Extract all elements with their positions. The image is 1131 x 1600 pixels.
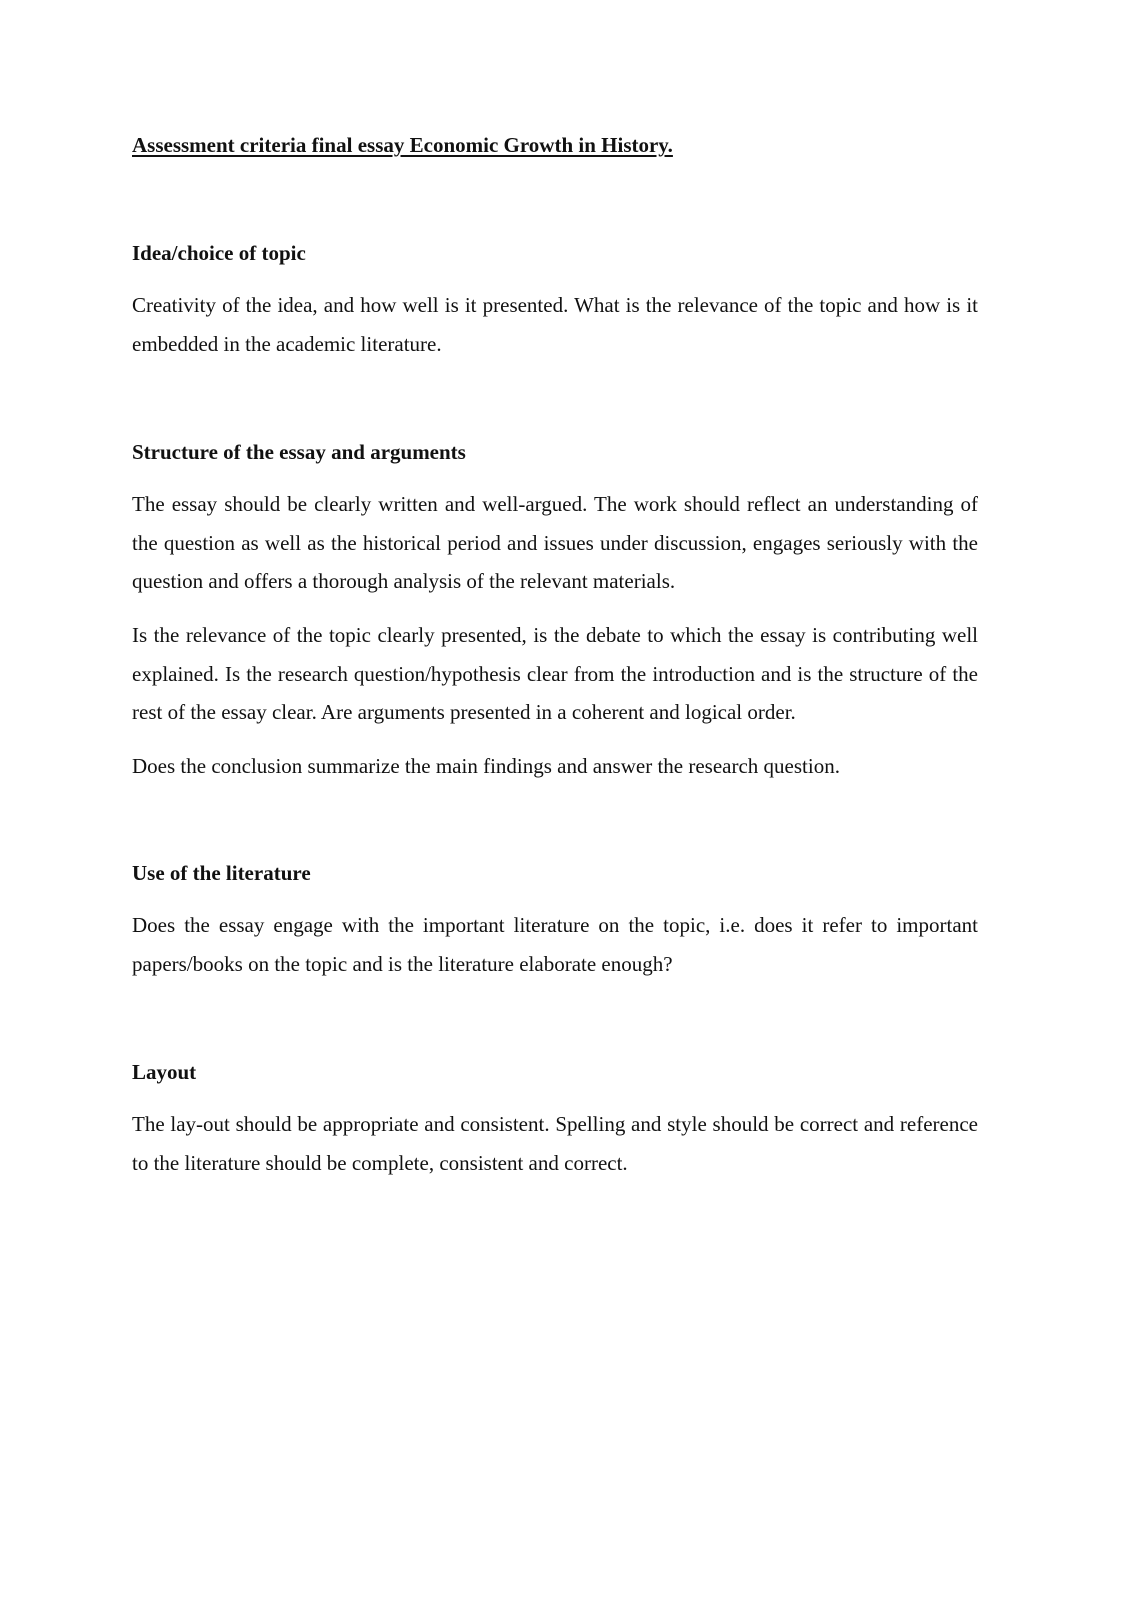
section-paragraph: Does the essay engage with the important literature on the topic, i.e. does it refer to important papers/books on the topic and is the literature elaborate enough?: [132, 913, 978, 976]
section-paragraph: Is the relevance of the topic clearly presented, is the debate to which the essay is contributing well explained. Is the research question/hypothesis clear from the introduction and is the structure of the rest of the essay clear. Are arguments presented in a coherent and logical order.: [132, 623, 978, 724]
section-paragraph: Creativity of the idea, and how well is it presented. What is the relevance of the topic and how is it embedded in the academic literature.: [132, 293, 978, 356]
section-paragraph: The essay should be clearly written and well-argued. The work should reflect an understanding of the question as well as the historical period and issues under discussion, engages seriously with the question and offers a thorough analysis of the relevant materials.: [132, 492, 978, 593]
document-title: Assessment criteria final essay Economic Growth in History.: [132, 133, 673, 157]
section-heading-idea-choice-of-topic: Idea/choice of topic: [132, 241, 306, 265]
section-heading-structure: Structure of the essay and arguments: [132, 440, 466, 464]
section-paragraph: The lay-out should be appropriate and consistent. Spelling and style should be correct and reference to the literature should be complete, consistent and correct.: [132, 1112, 978, 1175]
section-paragraph: Does the conclusion summarize the main findings and answer the research question.: [132, 754, 840, 778]
section-heading-layout: Layout: [132, 1060, 197, 1084]
section-heading-use-of-literature: Use of the literature: [132, 861, 311, 885]
